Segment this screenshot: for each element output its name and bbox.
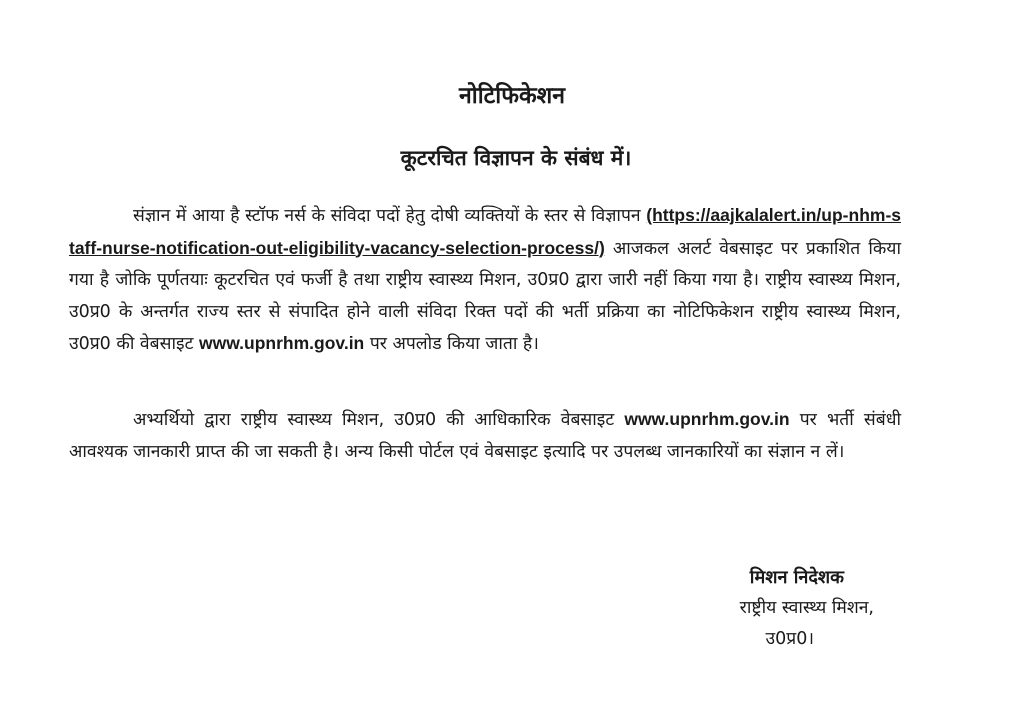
official-website-link[interactable]: www.upnrhm.gov.in	[198, 333, 365, 353]
paragraph-1	[69, 200, 901, 361]
fake-advertisement-link[interactable]: (https://aajkalalert.in/up-nhm-staff-nurse-notification-out-eligibility-vacancy-selection-process/)	[69, 205, 901, 258]
paragraph-2-text-a: अभ्यर्थियो द्वारा राष्ट्रीय स्वास्थ्य मिशन, उ0प्र0 की आधिकारिक वेबसाइट	[133, 410, 625, 430]
page-title: नोटिफिकेशन	[458, 83, 566, 109]
official-website-link-2[interactable]: www.upnrhm.gov.in	[624, 409, 790, 429]
page-subtitle: कूटरचित विज्ञापन के संबंध में।	[400, 146, 632, 170]
signatory-organization: राष्ट्रीय स्वास्थ्य मिशन,	[739, 598, 874, 618]
signature-block	[740, 562, 874, 655]
signatory-title: मिशन निदेशक	[749, 567, 844, 588]
paragraph-1-text-a: संज्ञान में आया है स्टॉफ नर्स के संविदा पदों हेतु दोषी व्यक्तियों के स्तर से विज्ञापन	[133, 206, 647, 226]
paragraph-2-text-b: पर भर्ती संबंधी आवश्यक जानकारी प्राप्त की जा सकती है। अन्य किसी पोर्टल एवं वेबसाइट इत्यादि पर उपलब्ध जानकारियों का संज्ञान न लें।	[69, 410, 901, 462]
paragraph-1-text-c: पर अपलोड किया जाता है।	[364, 334, 539, 354]
paragraph-1-text-b: आजकल अलर्ट वेबसाइट पर प्रकाशित किया गया है जोकि पूर्णतयाः कूटरचित एवं फर्जी है तथा राष्ट्रीय स्वास्थ्य मिशन, उ0प्र0 द्वारा जारी नहीं किया गया है। राष्ट्रीय स्वास्थ्य मिशन, उ0प्र0 के अन्तर्गत राज्य स्तर से संपादित होने वाली संविदा रिक्त पदों की भर्ती प्रक्रिया का नोटिफिकेशन राष्ट्रीय स्वास्थ्य मिशन, उ0प्र0 की वेबसाइट	[69, 238, 901, 354]
paragraph-2	[69, 404, 901, 468]
signatory-state: उ0प्र0।	[765, 629, 814, 649]
